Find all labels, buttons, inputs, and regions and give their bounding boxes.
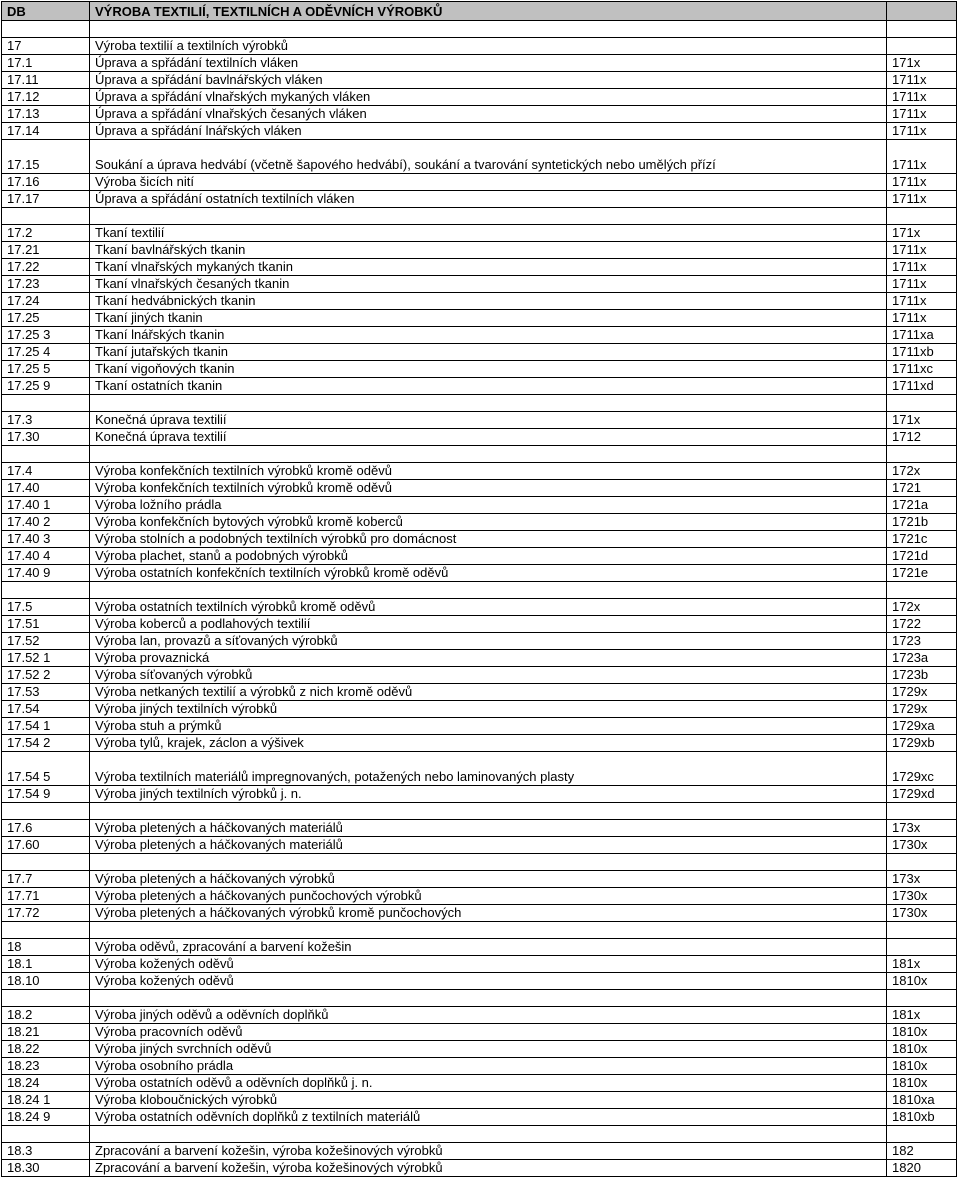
class-code-cell: 182	[887, 1143, 957, 1160]
table-row	[2, 225, 957, 242]
spacer-row	[2, 21, 957, 38]
table-row	[2, 429, 957, 446]
empty-cell	[887, 922, 957, 939]
description-cell: Výroba ložního prádla	[90, 497, 887, 514]
code-cell: 17.21	[2, 242, 90, 259]
code-cell: 17.54 2	[2, 735, 90, 752]
class-code-cell: 1721a	[887, 497, 957, 514]
table-row	[2, 276, 957, 293]
table-row	[2, 633, 957, 650]
table-row	[2, 701, 957, 718]
table-header-row	[2, 2, 957, 21]
description-cell: Tkaní vlnařských mykaných tkanin	[90, 259, 887, 276]
table-row	[2, 531, 957, 548]
class-code-cell: 1723b	[887, 667, 957, 684]
code-cell: 17.22	[2, 259, 90, 276]
description-cell: Výroba pracovních oděvů	[90, 1024, 887, 1041]
table-row	[2, 684, 957, 701]
code-cell: 18.2	[2, 1007, 90, 1024]
code-cell: 18	[2, 939, 90, 956]
table-row	[2, 72, 957, 89]
empty-cell	[90, 1126, 887, 1143]
table-row	[2, 123, 957, 140]
table-row	[2, 327, 957, 344]
class-code-cell: 1711x	[887, 89, 957, 106]
class-code-cell: 173x	[887, 871, 957, 888]
description-cell: Výroba pletených a háčkovaných materiálů	[90, 837, 887, 854]
description-cell: Výroba šicích nití	[90, 174, 887, 191]
table-row	[2, 140, 957, 174]
description-cell: Úprava a spřádání vlnařských mykaných vláken	[90, 89, 887, 106]
description-cell: Tkaní bavlnářských tkanin	[90, 242, 887, 259]
code-cell: 18.24	[2, 1075, 90, 1092]
description-cell: Tkaní textilií	[90, 225, 887, 242]
code-cell: 17.40 9	[2, 565, 90, 582]
empty-cell	[2, 582, 90, 599]
class-code-cell: 1721e	[887, 565, 957, 582]
class-code-cell: 172x	[887, 463, 957, 480]
empty-cell	[2, 21, 90, 38]
class-code-cell: 1810xa	[887, 1092, 957, 1109]
code-cell: 17.30	[2, 429, 90, 446]
table-row	[2, 871, 957, 888]
class-code-cell: 1711x	[887, 276, 957, 293]
description-cell: Výroba provaznická	[90, 650, 887, 667]
code-cell: 17.40 2	[2, 514, 90, 531]
class-code-cell: 1810x	[887, 1058, 957, 1075]
class-code-cell: 1810x	[887, 973, 957, 990]
table-row	[2, 310, 957, 327]
code-cell: 17.52 1	[2, 650, 90, 667]
code-cell: 17	[2, 38, 90, 55]
description-cell: Výroba stolních a podobných textilních výrobků pro domácnost	[90, 531, 887, 548]
description-cell: Tkaní vlnařských česaných tkanin	[90, 276, 887, 293]
class-code-cell: 1820	[887, 1160, 957, 1177]
class-code-cell: 1711x	[887, 293, 957, 310]
table-row	[2, 650, 957, 667]
table-row	[2, 1007, 957, 1024]
table-row	[2, 514, 957, 531]
description-cell: Úprava a spřádání ostatních textilních vláken	[90, 191, 887, 208]
empty-cell	[2, 208, 90, 225]
code-cell: 17.52	[2, 633, 90, 650]
header-title-cell: VÝROBA TEXTILIÍ, TEXTILNÍCH A ODĚVNÍCH VÝROBKŮ	[90, 2, 887, 21]
description-cell: Výroba netkaných textilií a výrobků z nich kromě oděvů	[90, 684, 887, 701]
header-class-cell	[887, 2, 957, 21]
code-cell: 17.25	[2, 310, 90, 327]
description-cell: Tkaní jiných tkanin	[90, 310, 887, 327]
empty-cell	[887, 21, 957, 38]
class-code-cell: 1810xb	[887, 1109, 957, 1126]
table-row	[2, 939, 957, 956]
empty-cell	[887, 990, 957, 1007]
class-code-cell: 1810x	[887, 1024, 957, 1041]
table-row	[2, 412, 957, 429]
class-code-cell: 1711xa	[887, 327, 957, 344]
class-code-cell: 172x	[887, 599, 957, 616]
code-cell: 17.15	[2, 140, 90, 174]
class-code-cell: 1721c	[887, 531, 957, 548]
code-cell: 17.25 4	[2, 344, 90, 361]
table-row	[2, 786, 957, 803]
code-cell: 17.25 5	[2, 361, 90, 378]
class-code-cell: 171x	[887, 412, 957, 429]
code-cell: 17.17	[2, 191, 90, 208]
description-cell: Výroba konfekčních bytových výrobků kromě koberců	[90, 514, 887, 531]
description-cell: Výroba plachet, stanů a podobných výrobků	[90, 548, 887, 565]
code-cell: 18.24 1	[2, 1092, 90, 1109]
class-code-cell: 1729x	[887, 684, 957, 701]
class-code-cell: 1712	[887, 429, 957, 446]
class-code-cell: 1721b	[887, 514, 957, 531]
table-row	[2, 38, 957, 55]
description-cell: Výroba kožených oděvů	[90, 973, 887, 990]
empty-cell	[2, 854, 90, 871]
class-code-cell: 1729xb	[887, 735, 957, 752]
code-cell: 17.5	[2, 599, 90, 616]
description-cell: Výroba osobního prádla	[90, 1058, 887, 1075]
code-cell: 17.54 9	[2, 786, 90, 803]
spacer-row	[2, 208, 957, 225]
class-code-cell: 1723	[887, 633, 957, 650]
description-cell: Výroba pletených a háčkovaných výrobků	[90, 871, 887, 888]
table-row	[2, 1109, 957, 1126]
code-cell: 17.40 3	[2, 531, 90, 548]
description-cell: Výroba koberců a podlahových textilií	[90, 616, 887, 633]
class-code-cell: 1729xa	[887, 718, 957, 735]
code-cell: 18.1	[2, 956, 90, 973]
description-cell: Tkaní ostatních tkanin	[90, 378, 887, 395]
table-row	[2, 1143, 957, 1160]
class-code-cell: 1711x	[887, 106, 957, 123]
code-cell: 17.14	[2, 123, 90, 140]
table-row	[2, 956, 957, 973]
table-row	[2, 191, 957, 208]
code-cell: 17.1	[2, 55, 90, 72]
code-cell: 17.40	[2, 480, 90, 497]
class-code-cell	[887, 38, 957, 55]
description-cell: Výroba síťovaných výrobků	[90, 667, 887, 684]
code-cell: 17.2	[2, 225, 90, 242]
table-row	[2, 599, 957, 616]
table-row	[2, 616, 957, 633]
description-cell: Výroba ostatních oděvních doplňků z textilních materiálů	[90, 1109, 887, 1126]
table-row	[2, 463, 957, 480]
table-row	[2, 89, 957, 106]
code-cell: 18.10	[2, 973, 90, 990]
empty-cell	[2, 990, 90, 1007]
table-row	[2, 548, 957, 565]
class-code-cell	[887, 939, 957, 956]
class-code-cell: 1729xd	[887, 786, 957, 803]
class-code-cell: 173x	[887, 820, 957, 837]
description-cell: Výroba jiných textilních výrobků	[90, 701, 887, 718]
description-cell: Úprava a spřádání lnářských vláken	[90, 123, 887, 140]
empty-cell	[887, 446, 957, 463]
description-cell: Tkaní lnářských tkanin	[90, 327, 887, 344]
classification-table	[1, 1, 957, 1177]
code-cell: 18.3	[2, 1143, 90, 1160]
empty-cell	[90, 208, 887, 225]
code-cell: 18.23	[2, 1058, 90, 1075]
table-row	[2, 905, 957, 922]
description-cell: Výroba tylů, krajek, záclon a výšivek	[90, 735, 887, 752]
class-code-cell: 1810x	[887, 1075, 957, 1092]
spacer-row	[2, 922, 957, 939]
class-code-cell: 181x	[887, 1007, 957, 1024]
description-cell: Úprava a spřádání textilních vláken	[90, 55, 887, 72]
empty-cell	[887, 395, 957, 412]
table-row	[2, 888, 957, 905]
class-code-cell: 181x	[887, 956, 957, 973]
class-code-cell: 1722	[887, 616, 957, 633]
class-code-cell: 1711x	[887, 310, 957, 327]
description-cell: Výroba ostatních oděvů a oděvních doplňků j. n.	[90, 1075, 887, 1092]
description-cell: Výroba pletených a háčkovaných punčochových výrobků	[90, 888, 887, 905]
table-row	[2, 1075, 957, 1092]
classification-table-body	[2, 2, 957, 1177]
table-row	[2, 837, 957, 854]
table-row	[2, 667, 957, 684]
code-cell: 18.22	[2, 1041, 90, 1058]
class-code-cell: 1723a	[887, 650, 957, 667]
table-row	[2, 735, 957, 752]
spacer-row	[2, 854, 957, 871]
description-cell: Výroba textilií a textilních výrobků	[90, 38, 887, 55]
empty-cell	[90, 854, 887, 871]
empty-cell	[90, 21, 887, 38]
empty-cell	[887, 854, 957, 871]
description-cell: Výroba kožených oděvů	[90, 956, 887, 973]
class-code-cell: 1721	[887, 480, 957, 497]
code-cell: 17.6	[2, 820, 90, 837]
description-cell: Zpracování a barvení kožešin, výroba kožešinových výrobků	[90, 1160, 887, 1177]
empty-cell	[90, 582, 887, 599]
class-code-cell: 1711xb	[887, 344, 957, 361]
description-cell: Tkaní jutařských tkanin	[90, 344, 887, 361]
code-cell: 17.54 1	[2, 718, 90, 735]
description-cell: Soukání a úprava hedvábí (včetně šapového hedvábí), soukání a tvarování syntetických nebo umělých přízí	[90, 140, 887, 174]
table-row	[2, 55, 957, 72]
table-row	[2, 973, 957, 990]
code-cell: 17.52 2	[2, 667, 90, 684]
description-cell: Výroba jiných textilních výrobků j. n.	[90, 786, 887, 803]
empty-cell	[2, 1126, 90, 1143]
description-cell: Tkaní hedvábnických tkanin	[90, 293, 887, 310]
code-cell: 17.54	[2, 701, 90, 718]
spacer-row	[2, 803, 957, 820]
code-cell: 18.30	[2, 1160, 90, 1177]
table-row	[2, 259, 957, 276]
code-cell: 17.12	[2, 89, 90, 106]
class-code-cell: 171x	[887, 225, 957, 242]
table-row	[2, 565, 957, 582]
description-cell: Výroba textilních materiálů impregnovaných, potažených nebo laminovaných plasty	[90, 752, 887, 786]
code-cell: 17.16	[2, 174, 90, 191]
class-code-cell: 1711x	[887, 259, 957, 276]
code-cell: 17.24	[2, 293, 90, 310]
code-cell: 17.11	[2, 72, 90, 89]
class-code-cell: 1810x	[887, 1041, 957, 1058]
table-row	[2, 106, 957, 123]
code-cell: 17.7	[2, 871, 90, 888]
description-cell: Úprava a spřádání vlnařských česaných vláken	[90, 106, 887, 123]
code-cell: 17.23	[2, 276, 90, 293]
spacer-row	[2, 446, 957, 463]
empty-cell	[90, 803, 887, 820]
description-cell: Výroba konfekčních textilních výrobků kromě oděvů	[90, 463, 887, 480]
code-cell: 17.60	[2, 837, 90, 854]
empty-cell	[90, 446, 887, 463]
class-code-cell: 1730x	[887, 888, 957, 905]
table-row	[2, 752, 957, 786]
code-cell: 17.54 5	[2, 752, 90, 786]
class-code-cell: 1730x	[887, 837, 957, 854]
empty-cell	[90, 922, 887, 939]
table-row	[2, 344, 957, 361]
empty-cell	[2, 803, 90, 820]
class-code-cell: 171x	[887, 55, 957, 72]
code-cell: 17.40 1	[2, 497, 90, 514]
description-cell: Výroba kloboučnických výrobků	[90, 1092, 887, 1109]
table-row	[2, 820, 957, 837]
table-row	[2, 378, 957, 395]
code-cell: 17.4	[2, 463, 90, 480]
code-cell: 17.25 9	[2, 378, 90, 395]
class-code-cell: 1711x	[887, 140, 957, 174]
code-cell: 18.24 9	[2, 1109, 90, 1126]
description-cell: Zpracování a barvení kožešin, výroba kožešinových výrobků	[90, 1143, 887, 1160]
table-row	[2, 1160, 957, 1177]
class-code-cell: 1711x	[887, 242, 957, 259]
code-cell: 17.25 3	[2, 327, 90, 344]
description-cell: Výroba konfekčních textilních výrobků kromě oděvů	[90, 480, 887, 497]
empty-cell	[2, 922, 90, 939]
empty-cell	[887, 208, 957, 225]
empty-cell	[887, 1126, 957, 1143]
empty-cell	[2, 446, 90, 463]
spacer-row	[2, 582, 957, 599]
class-code-cell: 1711xd	[887, 378, 957, 395]
class-code-cell: 1711x	[887, 123, 957, 140]
description-cell: Výroba oděvů, zpracování a barvení kožešin	[90, 939, 887, 956]
spacer-row	[2, 990, 957, 1007]
table-row	[2, 1058, 957, 1075]
class-code-cell: 1729x	[887, 701, 957, 718]
description-cell: Tkaní vigoňových tkanin	[90, 361, 887, 378]
table-row	[2, 242, 957, 259]
description-cell: Výroba ostatních konfekčních textilních výrobků kromě oděvů	[90, 565, 887, 582]
description-cell: Výroba lan, provazů a síťovaných výrobků	[90, 633, 887, 650]
description-cell: Výroba pletených a háčkovaných materiálů	[90, 820, 887, 837]
empty-cell	[2, 395, 90, 412]
class-code-cell: 1711x	[887, 72, 957, 89]
code-cell: 17.51	[2, 616, 90, 633]
description-cell: Výroba stuh a prýmků	[90, 718, 887, 735]
description-cell: Výroba jiných oděvů a oděvních doplňků	[90, 1007, 887, 1024]
table-row	[2, 718, 957, 735]
description-cell: Konečná úprava textilií	[90, 412, 887, 429]
table-row	[2, 1092, 957, 1109]
class-code-cell: 1729xc	[887, 752, 957, 786]
description-cell: Úprava a spřádání bavlnářských vláken	[90, 72, 887, 89]
code-cell: 17.72	[2, 905, 90, 922]
table-row	[2, 293, 957, 310]
description-cell: Konečná úprava textilií	[90, 429, 887, 446]
code-cell: 18.21	[2, 1024, 90, 1041]
class-code-cell: 1730x	[887, 905, 957, 922]
class-code-cell: 1711x	[887, 174, 957, 191]
description-cell: Výroba ostatních textilních výrobků kromě oděvů	[90, 599, 887, 616]
description-cell: Výroba pletených a háčkovaných výrobků kromě punčochových	[90, 905, 887, 922]
spacer-row	[2, 1126, 957, 1143]
empty-cell	[90, 990, 887, 1007]
code-cell: 17.3	[2, 412, 90, 429]
table-row	[2, 1024, 957, 1041]
class-code-cell: 1711x	[887, 191, 957, 208]
code-cell: 17.53	[2, 684, 90, 701]
class-code-cell: 1711xc	[887, 361, 957, 378]
table-row	[2, 174, 957, 191]
class-code-cell: 1721d	[887, 548, 957, 565]
table-row	[2, 497, 957, 514]
table-row	[2, 361, 957, 378]
empty-cell	[90, 395, 887, 412]
table-row	[2, 1041, 957, 1058]
table-row	[2, 480, 957, 497]
empty-cell	[887, 803, 957, 820]
description-cell: Výroba jiných svrchních oděvů	[90, 1041, 887, 1058]
spacer-row	[2, 395, 957, 412]
header-code-cell: DB	[2, 2, 90, 21]
code-cell: 17.71	[2, 888, 90, 905]
code-cell: 17.13	[2, 106, 90, 123]
empty-cell	[887, 582, 957, 599]
code-cell: 17.40 4	[2, 548, 90, 565]
